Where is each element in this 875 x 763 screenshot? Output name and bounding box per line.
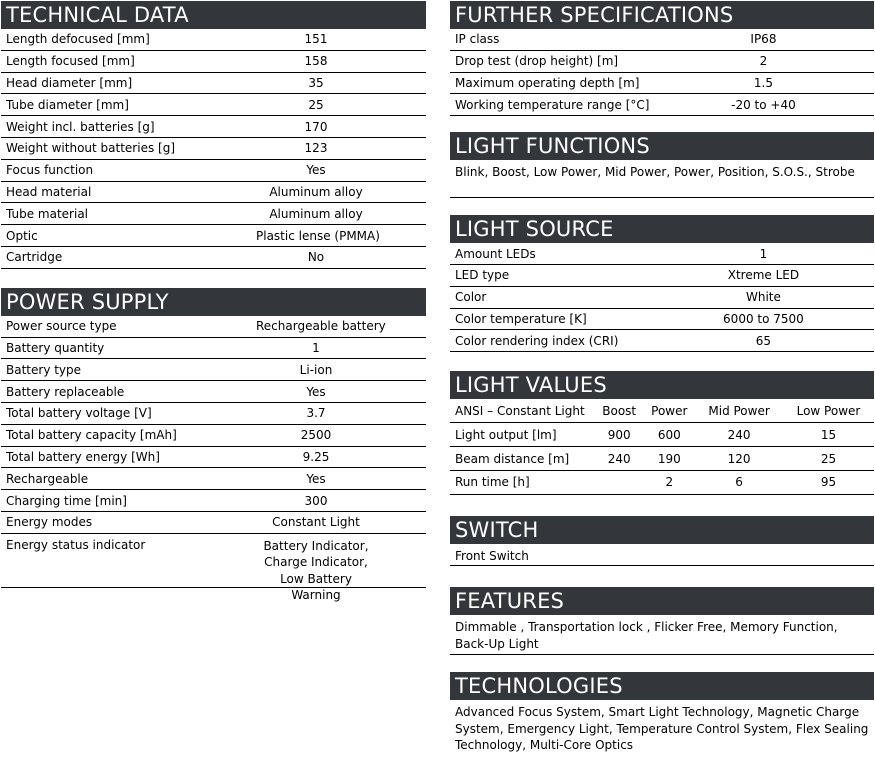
spec-row [1,247,426,269]
spec-label: Cartridge [6,250,63,265]
spec-value: 123 [304,141,328,156]
spec-value: 9.25 [302,449,330,464]
spec-label: IP class [455,32,500,47]
spec-value: 25 [308,97,324,112]
cell-value: 120 [695,447,783,471]
light-values-row [450,447,874,471]
features-text: Dimmable , Transportation lock , Flicker Free, Memory Function, Back-Up Light [450,615,874,655]
right-column [450,1,874,756]
section-title-technical-data: TECHNICAL DATA [1,1,426,29]
spec-value: Aluminum alloy [269,184,363,199]
light-source-rows [450,243,874,352]
section-title-power-supply: POWER SUPPLY [1,288,426,316]
technologies-text: Advanced Focus System, Smart Light Technology, Magnetic Charge System, Emergency Light, Temperature Control System, Flex Sealing Technology, Multi-Core Optics [455,704,869,753]
cell-value: 240 [595,447,643,471]
light-source-section [450,215,874,352]
spec-row [1,203,426,225]
cell-value: 190 [643,447,695,471]
spec-value: Li-ion [299,362,333,377]
status-line: Low Battery Warning [280,571,352,603]
power-supply-rows [1,316,426,534]
spec-label: Energy status indicator [6,537,146,552]
light-functions-section [450,132,874,198]
spec-value: 1.5 [753,75,773,90]
cell-value: 600 [643,423,695,447]
cell-value: 6 [695,471,783,495]
spec-row [1,225,426,247]
status-line: Battery Indicator, [263,538,369,553]
spec-value: 1 [312,340,320,355]
spec-row [1,359,426,381]
spec-value: 158 [304,54,328,69]
spec-label: Head material [6,184,92,199]
spec-row [450,51,874,73]
spec-row [1,29,426,51]
spec-row [450,330,874,352]
spec-label: Weight incl. batteries [g] [6,119,155,134]
spec-label: Weight without batteries [g] [6,141,176,156]
features-section [450,587,874,655]
technical-data-rows [1,29,426,269]
column-header: Boost [595,399,643,423]
further-specifications-rows [450,29,874,116]
spec-label: Total battery energy [Wh] [6,449,160,464]
spec-row [1,94,426,116]
switch-text: Front Switch [450,544,874,566]
technical-data-section [1,1,426,269]
spec-label: Battery quantity [6,340,105,355]
spec-row [1,425,426,447]
spec-value: 2500 [300,428,332,443]
spec-label: Battery type [6,362,82,377]
spec-row [450,309,874,331]
spec-label: Tube material [6,206,89,221]
spec-value: No [307,250,325,265]
spec-value: 6000 to 7500 [723,311,804,326]
spec-row [1,447,426,469]
spec-value: 65 [755,333,772,348]
spec-value: 35 [308,75,324,90]
column-header: Low Power [783,399,874,423]
spec-value: 170 [304,119,328,134]
spec-row [450,29,874,51]
section-title-technologies: TECHNOLOGIES [450,672,874,700]
spec-label: Total battery capacity [mAh] [6,428,177,443]
spec-row [1,73,426,95]
spec-row [1,138,426,160]
spec-value: 151 [304,32,328,47]
spec-row [450,265,874,287]
switch-section [450,516,874,566]
light-values-row [450,471,874,495]
spec-value [256,538,426,604]
light-values-header-row [450,399,874,423]
spec-row-energy-status-indicator [1,534,426,603]
spec-row [450,287,874,309]
spec-label: Drop test (drop height) [m] [455,54,619,69]
further-specifications-section [450,1,874,116]
cell-value: 25 [783,447,874,471]
cell-value: 240 [695,423,783,447]
cell-value: 900 [595,423,643,447]
spec-value: Yes [306,471,326,486]
spec-value: 1 [759,246,768,261]
spec-value: Xtreme LED [727,268,800,283]
spec-value: Rechargeable battery [256,319,386,334]
light-functions-text: Blink, Boost, Low Power, Mid Power, Power, Position, S.O.S., Strobe [450,160,874,198]
spec-row [1,51,426,73]
section-title-light-values: LIGHT VALUES [450,371,874,399]
spec-value: Constant Light [272,515,360,530]
spec-label: Color [455,290,487,305]
cell-value [595,471,643,495]
spec-label: Head diameter [mm] [6,75,133,90]
spec-row [1,490,426,512]
spec-value: Yes [306,163,326,178]
spec-row [450,73,874,95]
column-header: Power [643,399,695,423]
spec-label: Charging time [min] [6,493,127,508]
spec-row [450,94,874,116]
spec-value: Yes [306,384,326,399]
spec-row [450,243,874,265]
spec-value: 300 [304,493,328,508]
cell-value: 15 [783,423,874,447]
left-column [1,1,426,603]
spec-label: Energy modes [6,515,93,530]
section-title-features: FEATURES [450,587,874,615]
spec-label: Battery replaceable [6,384,125,399]
spec-value: Aluminum alloy [269,206,363,221]
row-label: Light output [lm] [450,423,595,447]
spec-row [1,338,426,360]
light-values-section [450,371,874,495]
spec-label: Rechargeable [6,471,89,486]
spec-row [1,512,426,534]
spec-row [1,316,426,338]
column-header: Mid Power [695,399,783,423]
spec-row [1,381,426,403]
spec-label: Color temperature [K] [455,311,587,326]
spec-label: LED type [455,268,510,283]
spec-label: Working temperature range [°C] [455,97,650,112]
spec-value: IP68 [750,32,777,47]
status-line: Charge Indicator, [264,555,368,570]
spec-label: Focus function [6,163,94,178]
row-label: Beam distance [m] [450,447,595,471]
spec-label: Total battery voltage [V] [6,406,152,421]
power-supply-section [1,288,426,603]
section-title-further-specifications: FURTHER SPECIFICATIONS [450,1,874,29]
spec-label: Color rendering index (CRI) [455,333,619,348]
cell-value: 95 [783,471,874,495]
cell-value: 2 [643,471,695,495]
section-title-light-functions: LIGHT FUNCTIONS [450,132,874,160]
spec-value: White [745,290,781,305]
spec-label: Length focused [mm] [6,54,135,69]
spec-value: 3.7 [306,406,326,421]
light-values-table [450,399,874,495]
spec-row [1,116,426,138]
spec-row [1,182,426,204]
column-header: ANSI – Constant Light [450,399,595,423]
spec-label: Tube diameter [mm] [6,97,129,112]
spec-row [1,160,426,182]
spec-label: Power source type [6,319,117,334]
spec-label: Length defocused [mm] [6,32,150,47]
spec-row [1,403,426,425]
section-title-switch: SWITCH [450,516,874,544]
section-title-light-source: LIGHT SOURCE [450,215,874,243]
light-values-row [450,423,874,447]
spec-value: Plastic lense (PMMA) [256,228,380,243]
spec-row [1,468,426,490]
spec-label: Maximum operating depth [m] [455,75,640,90]
row-label: Run time [h] [450,471,595,495]
technologies-section [450,672,874,756]
spec-label: Amount LEDs [455,246,536,261]
spec-value: 2 [759,54,768,69]
spec-value: -20 to +40 [731,97,796,112]
spec-label: Optic [6,228,38,243]
